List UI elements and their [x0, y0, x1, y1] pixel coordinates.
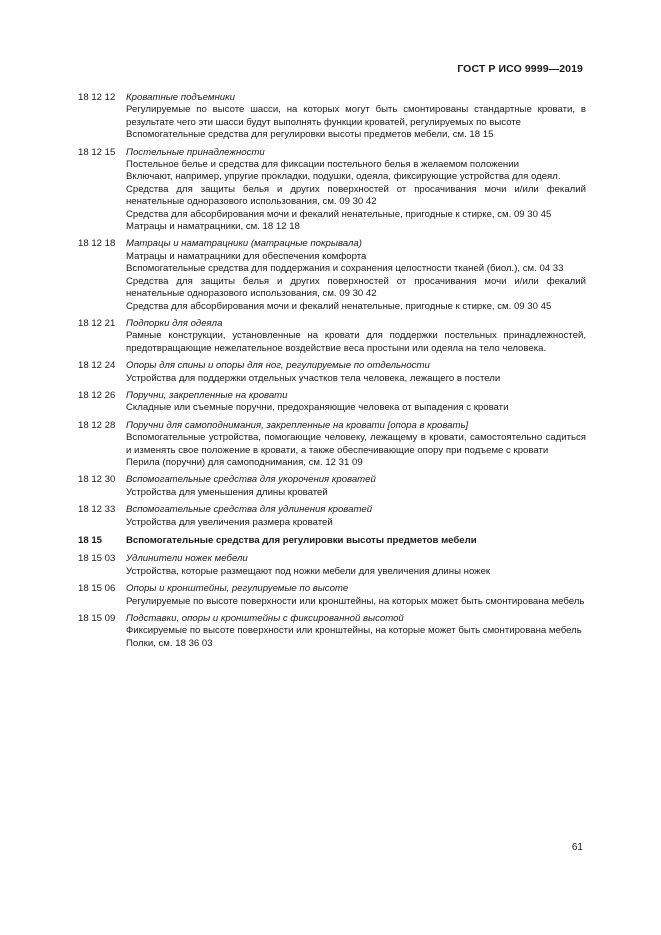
- entry-code: 18 15 06: [78, 583, 116, 595]
- entry-code: 18 12 21: [78, 317, 116, 329]
- entry-description: Перила (поручни) для самоподнимания, см. 12 31 09: [126, 456, 363, 468]
- entry-code: 18 12 12: [78, 92, 116, 103]
- entry-description: Рамные конструкции, установленные на кровати для поддержки постельных принадлежностей, предотвращающие нежелательное воздействие веса простыни или одеяла на тело человека.: [126, 330, 586, 354]
- entry-code: 18 15 09: [78, 613, 116, 625]
- classification-entries: [78, 92, 586, 655]
- entry-body: [126, 420, 586, 470]
- entry-title: Поручни для самоподнимания, закрепленные на кровати [опора в кровать]: [126, 419, 469, 431]
- entry-description: Полки, см. 18 36 03: [126, 637, 213, 649]
- section-heading: [78, 535, 586, 547]
- entry-code: 18 12 28: [78, 419, 116, 431]
- entry-description: Матрацы и наматрацники для обеспечения комфорта: [126, 250, 367, 262]
- entry-description: Вспомогательные средства для поддержания и сохранения целостности тканей (биол.), см. 04 33: [126, 263, 564, 275]
- entry-title: Вспомогательные средства для регулировки высоты предметов мебели: [126, 535, 477, 546]
- entry-title: Подставки, опоры и кронштейны с фиксированной высотой: [126, 613, 404, 625]
- classification-entry: [78, 474, 586, 499]
- classification-entry: [78, 553, 586, 578]
- classification-entry: [78, 238, 586, 312]
- classification-entry: [78, 504, 586, 529]
- entry-description: Средства для защиты белья и других поверхностей от просачивания мочи и/или фекалий ненательные одноразового использования, см. 09 30 42: [126, 275, 586, 300]
- entry-code: 18 15 03: [78, 553, 116, 565]
- entry-title: Вспомогательные средства для укорочения кроватей: [126, 474, 376, 486]
- entry-title: Подпорки для одеяла: [126, 317, 223, 329]
- entry-description: Постельное белье и средства для фиксации постельного белья в желаемом положении: [126, 159, 519, 171]
- entry-title: Вспомогательные средства для удлинения кроватей: [126, 504, 373, 516]
- entry-body: [126, 504, 586, 529]
- entry-body: [126, 535, 586, 547]
- entry-description: Регулируемые по высоте шасси, на которых могут быть смонтированы стандартные кровати, в результате чего эти шасси будут выполнять функции кроватей, регулируемых по высоте: [126, 104, 586, 128]
- entry-body: [126, 92, 586, 142]
- classification-entry: [78, 583, 586, 608]
- page-number: 61: [571, 842, 583, 853]
- entry-body: [126, 474, 586, 499]
- entry-description: Вспомогательные средства для регулировки высоты предметов мебели, см. 18 15: [126, 129, 494, 141]
- classification-entry: [78, 360, 586, 385]
- classification-entry: [78, 390, 586, 415]
- classification-entry: [78, 420, 586, 470]
- entry-title: Постельные принадлежности: [126, 146, 265, 158]
- entry-title: Матрацы и наматрацники (матрацные покрывала): [126, 238, 362, 250]
- entry-description: Включают, например, упругие прокладки, подушки, одеяла, фиксирующие устройства для одеял.: [126, 171, 561, 183]
- entry-title: Опоры для спины и опоры для ног, регулируемые по отдельности: [126, 360, 430, 372]
- entry-title: Поручни, закрепленные на кровати: [126, 389, 288, 401]
- document-header: ГОСТ Р ИСО 9999—2019: [457, 63, 583, 75]
- entry-body: [126, 613, 586, 650]
- entry-code: 18 12 30: [78, 474, 116, 486]
- entry-description: Регулируемые по высоте поверхности или кронштейны, на которых может быть смонтирована мебель: [126, 595, 585, 607]
- entry-title: Кроватные подъемники: [126, 92, 235, 103]
- entry-title: Удлинители ножек мебели: [126, 553, 248, 565]
- entry-description: Средства для защиты белья и других поверхностей от просачивания мочи и/или фекалий ненательные одноразового использования, см. 09 30 42: [126, 183, 586, 208]
- entry-code: 18 12 24: [78, 360, 116, 372]
- entry-description: Вспомогательные устройства, помогающие человеку, лежащему в кровати, самостоятельно садиться и изменять свое положение в кровати, а также обеспечивающие опору при подъеме с кровати: [126, 432, 586, 456]
- entry-title: Опоры и кронштейны, регулируемые по высоте: [126, 583, 349, 595]
- entry-description: Фиксируемые по высоте поверхности или кронштейны, на которые может быть смонтирована мебель: [126, 625, 582, 637]
- entry-body: [126, 553, 586, 578]
- entry-description: Устройства для увеличения размера кроватей: [126, 516, 333, 528]
- entry-code: 18 12 18: [78, 238, 116, 250]
- entry-body: [126, 583, 586, 608]
- entry-description: Устройства для уменьшения длины кроватей: [126, 486, 328, 498]
- entry-code: 18 12 15: [78, 146, 116, 158]
- entry-description: Средства для абсорбирования мочи и фекалий ненательные, пригодные к стирке, см. 09 30 45: [126, 208, 552, 220]
- entry-description: Складные или съемные поручни, предохраняющие человека от выпадения с кровати: [126, 402, 509, 414]
- entry-description: Устройства для поддержки отдельных участков тела человека, лежащего в постели: [126, 372, 501, 384]
- classification-entry: [78, 318, 586, 355]
- entry-code: 18 15: [78, 535, 103, 546]
- entry-body: [126, 238, 586, 312]
- classification-entry: [78, 147, 586, 234]
- entry-description: Матрацы и наматрацники, см. 18 12 18: [126, 221, 300, 233]
- entry-body: [126, 360, 586, 385]
- entry-code: 18 12 33: [78, 504, 116, 516]
- entry-body: [126, 318, 586, 355]
- entry-body: [126, 390, 586, 415]
- entry-description: Средства для абсорбирования мочи и фекалий ненательные, пригодные к стирке, см. 09 30 45: [126, 300, 552, 312]
- entry-body: [126, 147, 586, 234]
- classification-entry: [78, 613, 586, 650]
- entry-description: Устройства, которые размещают под ножки мебели для увеличения длины ножек: [126, 565, 491, 577]
- entry-code: 18 12 26: [78, 389, 116, 401]
- classification-entry: [78, 92, 586, 142]
